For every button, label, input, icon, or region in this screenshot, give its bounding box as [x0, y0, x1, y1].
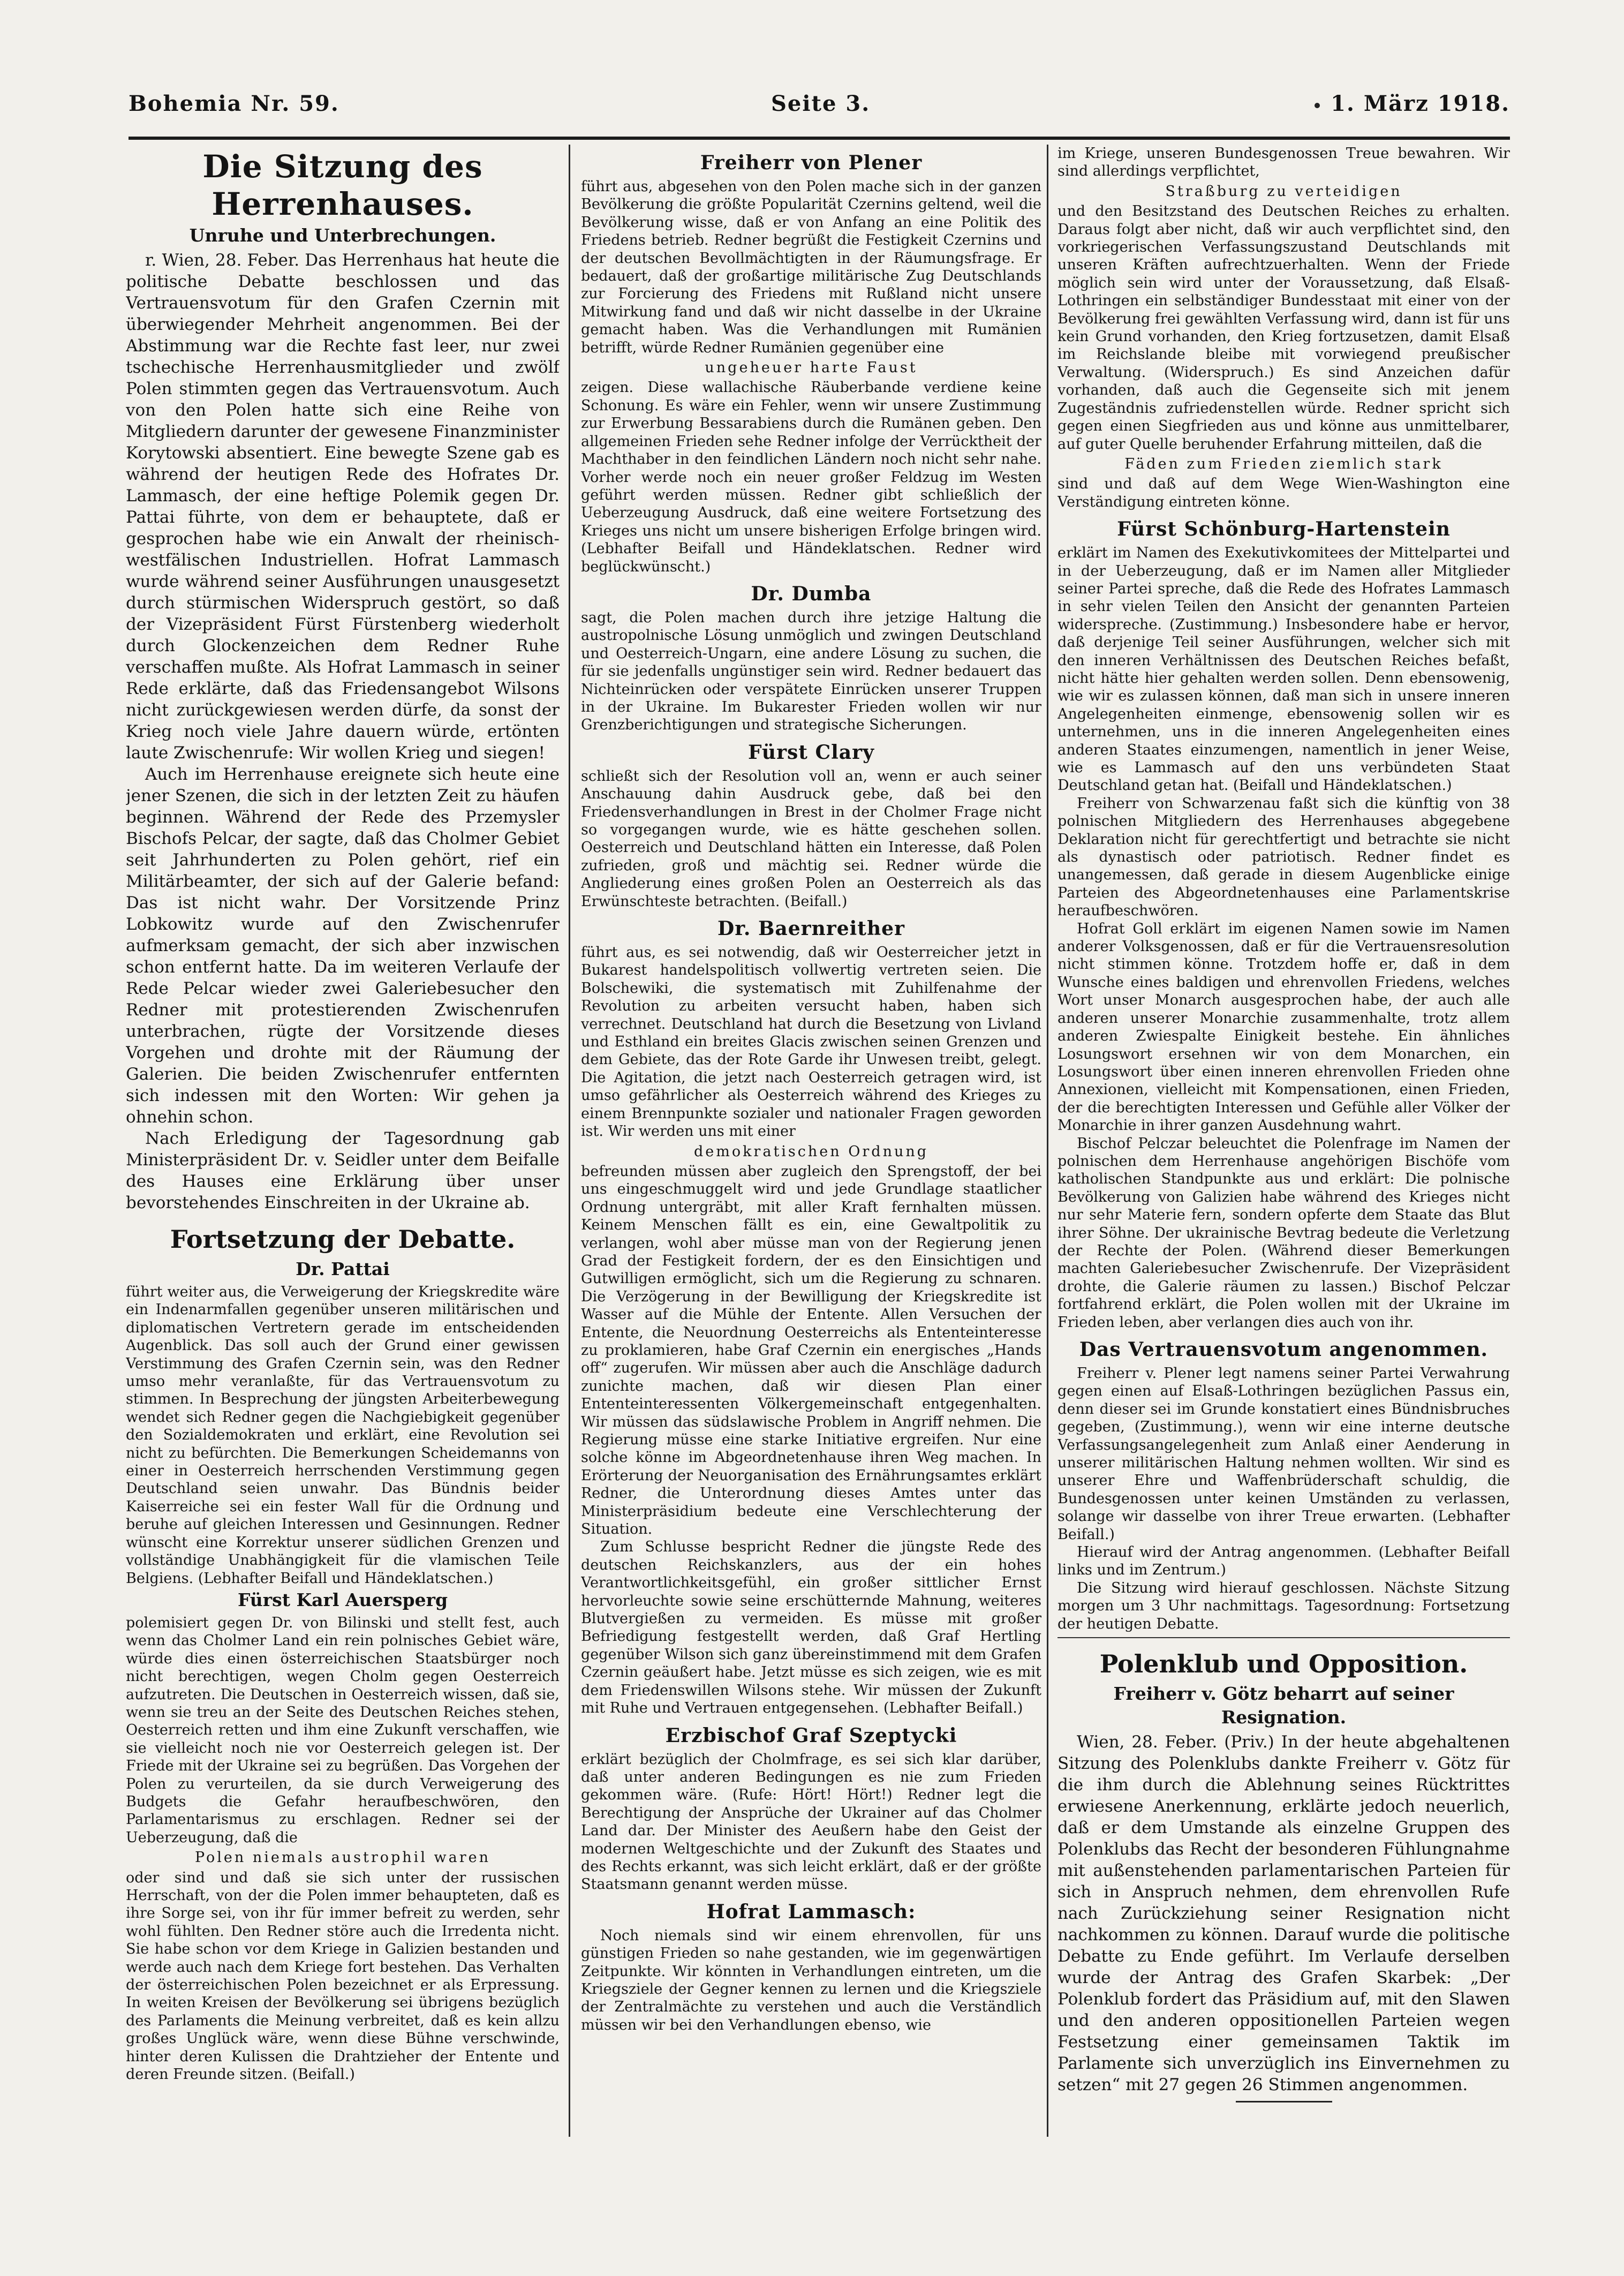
speaker-heading: Fürst Clary: [747, 741, 875, 764]
speaker-heading: Dr. Baernreither: [717, 917, 905, 940]
issue-date-text: 1. März 1918.: [1331, 91, 1510, 116]
bullet-icon: [1315, 103, 1320, 108]
paragraph: führt aus, es sei notwendig, daß wir Oesterreicher jetzt in Bukarest handelspolitisch vollwertig vertreten seien. Die Bolschewiki, die systematisch mit Zuhilfenahme der Revolution zu arbeiten versucht haben, haben sich verrechnet. Deutschland hat durch die Besetzung von Livland und Esthland ein breites Glacis zwischen seinen Grenzen und dem Gebiete, das der Rote Garde ihr Unwesen treibt, gelegt. Die Agitation, die jetzt nach Oesterreich getragen wird, ist umso gefährlicher als Oesterreich während des Krieges zu einem Brennpunkte sozialer und nationaler Fragen geworden ist. Wir werden uns mit einer: [581, 944, 1041, 1140]
speaker-heading: Fürst Schönburg-Hartenstein: [1117, 518, 1451, 541]
paragraph: Noch niemals sind wir einem ehrenvollen, für uns günstigen Frieden so nahe gestanden, wie im gegenwärtigen Zeitpunkte. Wir könnten in Verhandlungen eintreten, um die Kriegsziele der Gegner kennen zu lernen und die Kriegsziele der Zentralmächte zu verstehen und auch die Verständlich müssen wir bei den Verhandlungen ebenso, wie: [581, 1927, 1041, 2033]
paragraph: polemisiert gegen Dr. von Bilinski und stellt fest, auch wenn das Cholmer Land ein rein polnisches Gebiet wäre, würde dies einen österreichischen Staatsbürger noch nicht berechtigen, wegen Cholm gegen Oesterreich aufzutreten. Die Deutschen in Oesterreich wissen, daß sie, wenn sie treu an der Seite des Deutschen Reiches stehen, Oesterreich retten und ihm eine Zukunft verschaffen, wie sie vielleicht noch nie vor Oesterreich gelegen ist. Der Friede mit der Ukraine sei zu begrüßen. Das Vorgehen der Polen zu verurteilen, da sie durch Verweigerung des Budgets die Gefahr heraufbeschwören, den Parlamentarismus zu erschlagen. Redner sei der Ueberzeugung, daß die: [126, 1614, 560, 1846]
paragraph: zeigen. Diese wallachische Räuberbande verdiene keine Schonung. Es wäre ein Fehler, wenn wir unsere Zustimmung zur Erwerbung Bessarabiens durch die Rumänen geben. Den allgemeinen Frieden sehe Redner infolge der Verrücktheit der Machthaber in den feindlichen Ländern noch nicht sehr nahe. Vorher werde noch ein neuer großer Feldzug im Westen geführt werden müssen. Redner gibt schließlich der Ueberzeugung Ausdruck, daß eine weitere Fortsetzung des Krieges uns nicht um unsere bisherigen Erfolge bringen wird. (Lebhafter Beifall und Händeklatschen. Redner wird beglückwünscht.): [581, 379, 1041, 575]
paragraph: erklärt bezüglich der Cholmfrage, es sei sich klar darüber, daß unter anderen Bedingungen es nie zum Frieden gekommen wäre. (Rufe: Hört! Hört!) Redner legt die Berechtigung der Ansprüche der Ukrainer auf das Cholmer Land dar. Der Minister des Aeußern habe den Geist der modernen Weltgeschichte und der Zukunft des Staates und des Rechts erkannt, was sich leicht erklärt, daß er der größte Staatsmann genannt werden müsse.: [581, 1751, 1041, 1893]
paragraph: erklärt im Namen des Exekutivkomitees der Mittelpartei und in der Ueberzeugung, daß er im Namen aller Mitglieder seiner Partei spreche, daß die Rede des Hofrates Lammasch in sehr vielen Teilen den Ansicht der genannten Parteien widerspreche. (Zustimmung.) Insbesondere habe er hervor, daß derjenige Teil seiner Ausführungen, welcher sich mit den inneren Verhältnissen des Deutschen Reiches befaßt, nicht hätte hier gehalten werden sollen. Denn ebensowenig, wie wir es zulassen können, daß man sich in unsere inneren Angelegenheiten einmenge, ebensowenig sollen wir es unternehmen, uns in die inneren Angelegenheiten eines anderen Staates einzumengen, namentlich in jener Weise, wie es Lammasch auf den uns verbündeten Staat Deutschland getan hat. (Beifall und Händeklatschen.): [1058, 545, 1510, 794]
paragraph: Die Sitzung wird hierauf geschlossen. Nächste Sitzung morgen um 3 Uhr nachmittags. Tagesordnung: Fortsetzung der heutigen Debatte.: [1058, 1579, 1510, 1632]
newspaper-issue: Bohemia Nr. 59.: [129, 91, 339, 116]
paragraph: r. Wien, 28. Feber. Das Herrenhaus hat heute die politische Debatte beschlossen und das Vertrauensvotum für den Grafen Czernin mit überwiegender Mehrheit angenommen. Bei der Abstimmung war die Rechte fast leer, nur zwei tschechische Herrenhausmitglieder und zwölf Polen stimmten gegen das Vertrauensvotum. Auch von den Polen hatte sich eine Reihe von Mitgliedern darunter der gewesene Finanzminister Korytowski absentiert. Eine bewegte Szene gab es während der heutigen Rede des Hofrates Dr. Lammasch, der eine heftige Polemik gegen Dr. Pattai führte, von dem er behauptete, daß er gesprochen habe wie ein Anwalt der rheinisch-westfälischen Industriellen. Hofrat Lammasch wurde während seiner Ausführungen unausgesetzt durch stürmischen Widerspruch gestört, so daß der Vizepräsident Fürst Fürstenberg wiederholt durch Glockenzeichen dem Redner Ruhe verschaffen mußte. Als Hofrat Lammasch in seiner Rede erklärte, daß das Friedensangebot Wilsons nicht zurückgewiesen werden dürfe, da sonst der Krieg noch viele Jahre dauern würde, ertönten laute Zwischenrufe: Wir wollen Krieg und siegen!: [126, 251, 560, 763]
paragraph: sind und daß auf dem Wege Wien-Washington eine Verständigung eintreten könne.: [1058, 476, 1510, 510]
column-1: [126, 145, 560, 2153]
spaced-phrase: demokratischen Ordnung: [693, 1143, 929, 1160]
article-divider: [1058, 1637, 1510, 1638]
speaker-heading: Erzbischof Graf Szeptycki: [665, 1724, 957, 1747]
header-rule: [129, 137, 1510, 140]
paragraph: Hofrat Goll erklärt im eigenen Namen sowie im Namen anderer Volksgenossen, daß er für die Vertrauensresolution nicht stimmen könne. Trotzdem hoffe er, daß in dem Wunsche eines baldigen und ehrenvollen Friedens, welches Wort unser Monarch ausgesprochen habe, der auch alle anderen unserer Monarchie zusammenhalte, trotz allem anderen Zwiespalte Einigkeit bestehe. Ein ähnliches Losungswort ersehnen wir von dem Monarchen, ein Losungswort über einen inneren ehrenvollen Frieden ohne Annexionen, vielleicht mit Kompensationen, einen Frieden, der die berechtigten Interessen und Gefühle aller Völker der Monarchie in ihrer ganzen Ausdehnung wahrt.: [1058, 920, 1510, 1134]
article-title: Die Sitzung des Herrenhauses.: [202, 148, 483, 222]
speaker-heading: Dr. Dumba: [751, 582, 872, 605]
paragraph: Freiherr v. Plener legt namens seiner Partei Verwahrung gegen einen auf Elsaß-Lothringen bezüglichen Passus ein, denn dieser sei im Grunde konstatiert eines Bündnisbruches gegeben, (Zustimmung.), wenn wir eine interne deutsche Verfassungsangelegenheit zum Anlaß einer Aenderung in unserer militärischen Haltung nehmen wollten. Wir sind es unserer Ehre und Waffenbrüderschaft schuldig, die Bundesgenossen unter keinen Umständen zu verlassen, solange wir dasselbe von ihrer Treue erwarten. (Lebhafter Beifall.): [1058, 1365, 1510, 1543]
paragraph: Wien, 28. Feber. (Priv.) In der heute abgehaltenen Sitzung des Polenklubs dankte Freiherr v. Götz für die ihm durch die Ablehnung seines Rücktrittes erwiesene Anerkennung, erklärte jedoch neuerlich, daß er dem Umstande als einzelne Gruppen des Polenklubs das Recht der besonderen Fühlungnahme mit außenstehenden parlamentarischen Parteien für sich in Anspruch nehmen, dem ehrenvollen Rufe nach Zurückziehung seiner Resignation nicht nachkommen zu können. Darauf wurde die politische Debatte zu Ende geführt. Im Verlaufe derselben wurde der Antrag des Grafen Skarbek: „Der Polenklub fordert das Präsidium auf, mit den Slawen und den anderen oppositionellen Parteien wegen Festsetzung einer gemeinsamen Taktik im Parlamente sich unverzüglich ins Einvernehmen zu setzen“ mit 27 gegen 26 Stimmen angenommen.: [1058, 1732, 1510, 2095]
paragraph: Bischof Pelczar beleuchtet die Polenfrage im Namen der polnischen dem Herrenhause angehörigen Bischöfe vom katholischen Standpunkte aus und erklärt: Die polnische Bevölkerung von Galizien habe während des Krieges nicht nur sehr Materie fern, sondern opferte dem Staate das Blut ihrer Söhne. Der ukrainische Bevtrag bedeute die Verletzung der Rechte der Polen. (Während dieser Bemerkungen machten Galeriebesucher Zwischenrufe. Der Vizepräsident drohte, die Galerie räumen zu lassen.) Bischof Pelczar fortfahrend erklärt, die Polen wollen mit der Ukraine im Frieden leben, aber verlangen dies auch von ihr.: [1058, 1135, 1510, 1331]
paragraph: führt weiter aus, die Verweigerung der Kriegskredite wäre ein Indenarmfallen gegenüber unseren militärischen und diplomatischen Vertretern gerade im entscheidenden Augenblick. Das soll auch der Grund einer gewissen Verstimmung des Grafen Czernin sein, was den Redner umso mehr veranlaßte, für das Vertrauensvotum zu stimmen. In Besprechung der jüngsten Arbeiterbewegung wendet sich Redner gegen die Nachgiebigkeit gegenüber den Sozialdemokraten und erklärt, eine Revolution sei nicht zu befürchten. Die Bemerkungen Scheidemanns von einer in Oesterreich herrschenden Verstimmung gegen Deutschland seien unwahr. Das Bündnis beider Kaiserreiche sei ein fester Wall für die Ordnung und beruhe auf gleichen Interessen und Gesinnungen. Redner wünscht eine Korrektur unserer südlichen Grenzen und vollständige Unabhängigkeit für die vlamischen Teile Belgiens. (Lebhafter Beifall und Händeklatschen.): [126, 1284, 560, 1587]
speaker-heading: Fürst Karl Auersperg: [237, 1589, 448, 1610]
issue-date: [1315, 91, 1510, 116]
column-2: [581, 145, 1041, 2153]
paragraph: befreunden müssen aber zugleich den Sprengstoff, der bei uns eingeschmuggelt wird und jede Grundlage staatlicher Ordnung untergräbt, mit aller Kraft fernhalten müssen. Keinem Menschen fällt es ein, eine Gewaltpolitik zu verlangen, wohl aber müsse man von der Regierung jenen Grad der Festigkeit fordern, der es den Einsichtigen und Gutwilligen ermöglicht, sich um die Regierung zu schnaren. Die Verzögerung in der Bewilligung der Kriegskredite ist Wasser auf die Mühle der Entente. Allen Versuchen der Entente, die Neuordnung Oesterreichs als Ententeinteresse zu proklamieren, habe Graf Czernin ein energisches „Hands off“ zugerufen. Wir müssen aber auch die Anschläge dadurch zunichte machen, daß wir diesen Plan einer Ententeinteressenten Völkergemeinschaft entgegenhalten. Wir müssen das südslawische Problem in Angriff nehmen. Die Regierung müsse eine starke Initiative ergreifen. Nur eine solche könne im Abgeordnetenhause ihren Weg machen. In Erörterung der Neuorganisation des Ernährungsamtes erklärt Redner, die Unterordnung dieses Amtes unter das Ministerpräsidium bedeute eine Verschlechterung der Situation.: [581, 1163, 1041, 1538]
paragraph: oder sind und daß sie sich unter der russischen Herrschaft, von der die Polen immer behaupteten, daß es ihre Sorge sei, von ihr für immer befreit zu werden, sehr wohl fühlten. Den Redner störe auch die Irredenta nicht. Sie habe schon vor dem Kriege in Galizien bestanden und werde auch nach dem Kriege fort bestehen. Das Verhalten der österreichischen Polen bezeichnet er als Erpressung. In weiten Kreisen der Bevölkerung sei übrigens bezüglich des Parlaments die Meinung verbreitet, daß es kein allzu großes Unglück wäre, wenn diese Bühne verschwinde, hinter deren Kulissen die Drahtzieher der Entente und deren Freunde sitzen. (Beifall.): [126, 1869, 560, 2083]
paragraph: Zum Schlusse bespricht Redner die jüngste Rede des deutschen Reichskanzlers, aus der ein hohes Verantwortlichkeitsgefühl, ein großer sittlicher Ernst hervorleuchte sowie seine erschütternde Mahnung, weiteres Blutvergießen zu vermeiden. Es müsse mit großer Befriedigung festgestellt werden, daß Graf Hertling gegenüber Wilson sich ganz übereinstimmend mit dem Grafen Czernin geäußert habe. Jetzt müsse es sich zeigen, wie es mit dem Friedenswillen Wilsons stehe. Wir müssen der Zukunft mit Ruhe und Vertrauen entgegensehen. (Lebhafter Beifall.): [581, 1539, 1041, 1717]
section-title: Das Vertrauensvotum angenommen.: [1079, 1338, 1489, 1361]
section-title: Fortsetzung der Debatte.: [170, 1225, 516, 1254]
speaker-heading: Freiherr von Plener: [700, 152, 923, 174]
paragraph: Freiherr von Schwarzenau faßt sich die künftig von 38 polnischen Mitgliedern des Herrenhauses abgegebene Deklaration nicht für gerechtfertigt und betrachte sie nicht als dynastisch oder patriotisch. Redner findet es unangemessen, daß gerade in diesem Augenblicke einige Parteien des Abgeordnetenhauses eine Parlamentskrise heraufbeschwören.: [1058, 795, 1510, 920]
paragraph: Auch im Herrenhause ereignete sich heute eine jener Szenen, die sich in der letzten Zeit zu häufen beginnen. Während der Rede des Przemysler Bischofs Pelcar, der sagte, daß das Cholmer Gebiet seit Jahrhunderten zu Polen gehört, rief ein Militärbeamter, der sich auf der Galerie befand: Das ist nicht wahr. Der Vorsitzende Prinz Lobkowitz wurde auf den Zwischenrufer aufmerksam gemacht, der sich aber inzwischen schon entfernt hatte. Da im weiteren Verlaufe der Rede Pelcar wieder zwei Galeriebesucher den Redner mit protestierenden Zwischenrufen unterbrachen, rügte der Vorsitzende dieses Vorgehen und drohte mit der Räumung der Galerien. Die beiden Zwischenrufer entfernten sich indessen mit den Worten: Wir gehen ja ohnehin schon.: [126, 765, 560, 1127]
spaced-phrase: Polen niemals austrophil waren: [194, 1849, 491, 1866]
paragraph: Hierauf wird der Antrag angenommen. (Lebhafter Beifall links und im Zentrum.): [1058, 1544, 1510, 1579]
paragraph: im Kriege, unseren Bundesgenossen Treue bewahren. Wir sind allerdings verpflichtet,: [1058, 145, 1510, 180]
spaced-phrase: Straßburg zu verteidigen: [1165, 183, 1402, 200]
paragraph: Nach Erledigung der Tagesordnung gab Ministerpräsident Dr. v. Seidler unter dem Beifalle des Hauses eine Erklärung über unser bevorstehendes Einschreiten in der Ukraine ab.: [126, 1129, 560, 1212]
column-3: [1058, 145, 1510, 2153]
spaced-phrase: Fäden zum Frieden ziemlich stark: [1124, 455, 1443, 472]
paragraph: führt aus, abgesehen von den Polen mache sich in der ganzen Bevölkerung die größte Popularität Czernins geltend, weil die Bevölkerung wisse, daß er von Anfang an eine Politik des Friedens betrieb. Redner begrüßt die Festigkeit Czernins und der deutschen Bevollmächtigten in der Räumungsfrage. Er bedauert, daß der großartige militärische Zug Deutschlands zur Forcierung des Friedens mit Rußland nicht unsere Mitwirkung fand und daß wir nicht dasselbe in der Ukraine gemacht haben. Was die Verhandlungen mit Rumänien betrifft, würde Redner Rumänien gegenüber eine: [581, 178, 1041, 356]
paragraph: schließt sich der Resolution voll an, wenn er auch seiner Anschauung dahin Ausdruck gebe, daß bei den Friedensverhandlungen in Brest in der Cholmer Frage nicht so vorgegangen wurde, wie es hätte geschehen sollen. Oesterreich und Deutschland hätten ein Interesse, daß Polen zufrieden, groß und mächtig sei. Redner würde die Angliederung eines großen Polen an Oesterreich als das Erwünschteste betrachten. (Beifall.): [581, 767, 1041, 910]
page-number: Seite 3.: [771, 91, 871, 116]
page-header: [129, 80, 1510, 123]
column-divider: [1047, 145, 1048, 2137]
speaker-heading: Dr. Pattai: [296, 1258, 390, 1279]
article-subtitle: Unruhe und Unterbrechungen.: [189, 225, 496, 246]
paragraph: und den Besitzstand des Deutschen Reiches zu erhalten. Daraus folgt aber nicht, daß wir auch verpflichtet sind, den vorkriegerischen Verfassungszustand Deutschlands mit unseren Kräften aufrechtzuerhalten. Wenn der Friede möglich sein wird unter der Voraussetzung, daß Elsaß-Lothringen ein selbständiger Bundesstaat mit einer von der Bevölkerung frei gewählten Verfassung wird, dann ist für uns kein Grund vorhanden, den Krieg fortzusetzen, damit Elsaß im Reichslande bleibe mit vorwiegend preußischer Verwaltung. (Widerspruch.) Es sind Anzeichen dafür vorhanden, daß auch die Gegenseite sich mit jenem Zugeständnis zufriedenstellen würde. Redner spricht sich gegen einen Siegfrieden aus und könne aus unmittelbarer, auf guter Quelle beruhender Erfahrung mitteilen, daß die: [1058, 203, 1510, 453]
spaced-phrase: ungeheuer harte Faust: [705, 359, 918, 376]
speaker-heading: Hofrat Lammasch:: [706, 1900, 916, 1923]
column-divider: [569, 145, 570, 2137]
article-subtitle: Freiherr v. Götz beharrt auf seiner Resignation.: [1113, 1683, 1454, 1728]
end-rule: [1236, 2101, 1332, 2102]
article-title: Polenklub und Opposition.: [1099, 1649, 1468, 1679]
paragraph: sagt, die Polen machen durch ihre jetzige Haltung die austropolnische Lösung unmöglich und zwingen Deutschland und Oesterreich-Ungarn, eine andere Lösung zu suchen, die für sie jedenfalls ungünstiger sein wird. Redner bedauert das Nichteinrücken oder verspätete Einrücken unserer Truppen in der Ukraine. Im Bukarester Frieden wollen wir nur Grenzberichtigungen und strategische Sicherungen.: [581, 609, 1041, 734]
